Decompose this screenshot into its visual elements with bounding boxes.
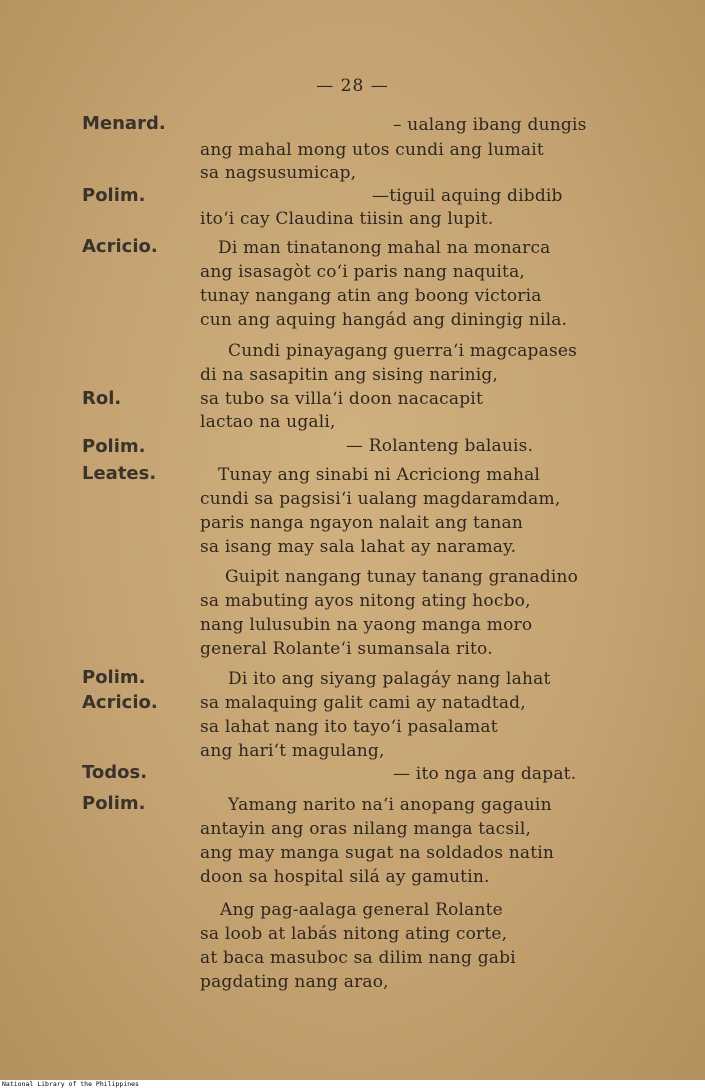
verse-line: ang may manga sugat na soldados natin bbox=[200, 843, 555, 863]
verse-line: di na sasapitin ang sising narinig, bbox=[200, 365, 499, 385]
verse-line: doon sa hospital silá ay gamutin. bbox=[200, 867, 490, 887]
verse-line: sa tubo sa villa‘i doon nacacapit bbox=[200, 389, 483, 409]
verse-line: ang hari‘t magulang, bbox=[200, 741, 385, 761]
verse-line: sa isang may sala lahat ay naramay. bbox=[200, 537, 517, 557]
verse-line: Guipit nangang tunay tanang granadino bbox=[225, 567, 579, 587]
page-number: — 28 — bbox=[316, 76, 389, 96]
verse-line: paris nanga ngayon nalait ang tanan bbox=[200, 513, 524, 533]
verse-line: sa lahat nang ito tayo‘i pasalamat bbox=[200, 717, 498, 737]
speaker-polim: Polim. bbox=[82, 667, 146, 688]
speaker-todos: Todos. bbox=[82, 762, 148, 783]
speaker-menard: Menard. bbox=[82, 113, 166, 134]
verse-line: tunay nangang atin ang boong victoria bbox=[200, 286, 542, 306]
speaker-leates: Leates. bbox=[82, 463, 157, 484]
verse-line: sa loob at labás nitong ating corte, bbox=[200, 924, 508, 944]
verse-line: Di ito ang siyang palagáy nang lahat bbox=[228, 669, 551, 689]
verse-line: —tiguil aquing dibdib bbox=[372, 186, 563, 206]
verse-line: sa malaquing galit cami ay natadtad, bbox=[200, 693, 526, 713]
speaker-acricio: Acricio. bbox=[82, 236, 158, 257]
speaker-polim: Polim. bbox=[82, 793, 146, 814]
verse-line: sa nagsusumicap, bbox=[200, 163, 357, 183]
speaker-polim: Polim. bbox=[82, 436, 146, 457]
speaker-acricio: Acricio. bbox=[82, 692, 158, 713]
speaker-polim: Polim. bbox=[82, 185, 146, 206]
verse-line: cun ang aquing hangád ang diningig nila. bbox=[200, 310, 568, 330]
verse-line: — ito nga ang dapat. bbox=[393, 764, 577, 784]
verse-line: ito‘i cay Claudina tiisin ang lupit. bbox=[200, 209, 494, 229]
verse-line: general Rolante‘i sumansala rito. bbox=[200, 639, 493, 659]
verse-line: – ualang ibang dungis bbox=[393, 115, 587, 135]
verse-line: sa mabuting ayos nitong ating hocbo, bbox=[200, 591, 531, 611]
verse-line: antayin ang oras nilang manga tacsil, bbox=[200, 819, 532, 839]
verse-line: at baca masuboc sa dilim nang gabi bbox=[200, 948, 516, 968]
speaker-rol: Rol. bbox=[82, 388, 122, 409]
verse-line: Di man tinatanong mahal na monarca bbox=[218, 238, 551, 258]
verse-line: nang lulusubin na yaong manga moro bbox=[200, 615, 533, 635]
verse-line: — Rolanteng balauis. bbox=[346, 436, 534, 456]
verse-line: ang isasagòt co‘i paris nang naquita, bbox=[200, 262, 526, 282]
verse-line: cundi sa pagsisi‘i ualang magdaramdam, bbox=[200, 489, 561, 509]
verse-line: ang mahal mong utos cundi ang lumait bbox=[200, 140, 544, 160]
library-credit: National Library of the Philippines bbox=[2, 1080, 139, 1088]
verse-line: Tunay ang sinabi ni Acriciong mahal bbox=[218, 465, 541, 485]
verse-line: Yamang narito na‘i anopang gagauin bbox=[228, 795, 552, 815]
verse-line: pagdating nang arao, bbox=[200, 972, 389, 992]
verse-line: Cundi pinayagang guerra‘i magcapases bbox=[228, 341, 578, 361]
verse-line: Ang pag-aalaga general Rolante bbox=[220, 900, 503, 920]
verse-line: lactao na ugali, bbox=[200, 412, 336, 432]
